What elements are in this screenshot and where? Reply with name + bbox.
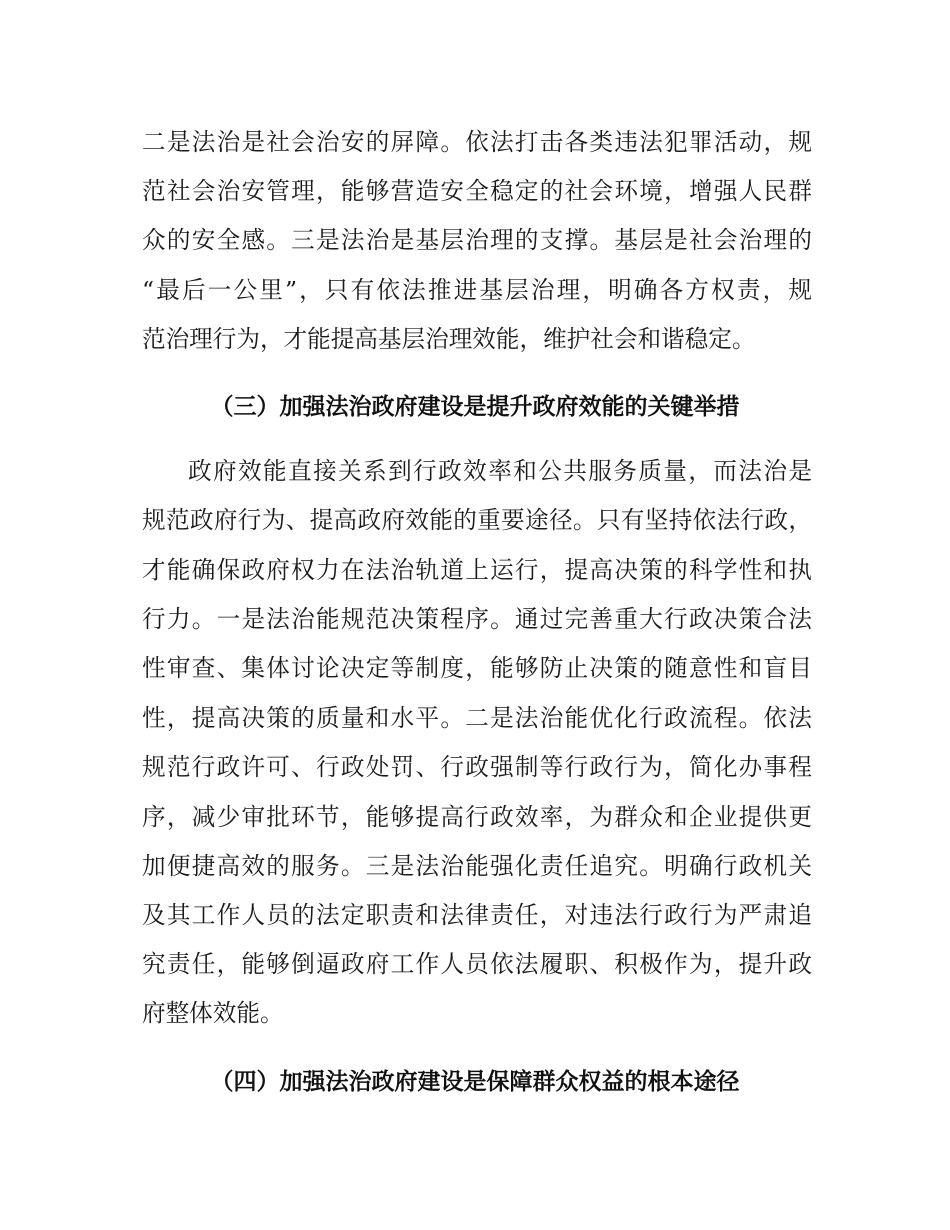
- paragraph-line: 范社会治安管理，能够营造安全稳定的社会环境，增强人民群: [142, 177, 812, 205]
- paragraph-line: 规范行政许可、行政处罚、行政强制等行政行为，简化办事程: [142, 753, 812, 781]
- paragraph-line: 范治理行为，才能提高基层治理效能，维护社会和谐稳定。: [142, 325, 756, 353]
- paragraph-line: 序，减少审批环节，能够提高行政效率，为群众和企业提供更: [142, 803, 812, 831]
- section-heading-3: （三）加强法治政府建设是提升政府效能的关键举措: [210, 394, 740, 420]
- paragraph-line: 府整体效能。: [142, 999, 284, 1027]
- paragraph-line: 究责任，能够倒逼政府工作人员依法履职、积极作为，提升政: [142, 950, 812, 978]
- paragraph-line: 加便捷高效的服务。三是法治能强化责任追究。明确行政机关: [142, 852, 812, 880]
- section-heading-4: （四）加强法治政府建设是保障群众权益的根本途径: [210, 1069, 740, 1095]
- paragraph-line: 众的安全感。三是法治是基层治理的支撑。基层是社会治理的: [142, 226, 812, 254]
- paragraph-line: 性，提高决策的质量和水平。二是法治能优化行政流程。依法: [142, 704, 812, 732]
- paragraph-line: 及其工作人员的法定职责和法律责任，对违法行政行为严肃追: [142, 901, 812, 929]
- paragraph-line: 才能确保政府权力在法治轨道上运行，提高决策的科学性和执: [142, 556, 812, 584]
- paragraph-line: 政府效能直接关系到行政效率和公共服务质量，而法治是: [188, 457, 812, 485]
- paragraph-line: “最后一公里”，只有依法推进基层治理，明确各方权责，规: [142, 276, 812, 304]
- paragraph-line: 二是法治是社会治安的屏障。依法打击各类违法犯罪活动，规: [142, 128, 812, 156]
- paragraph-line: 性审查、集体讨论决定等制度，能够防止决策的随意性和盲目: [142, 654, 812, 682]
- paragraph-line: 行力。一是法治能规范决策程序。通过完善重大行政决策合法: [142, 605, 812, 633]
- paragraph-line: 规范政府行为、提高政府效能的重要途径。只有坚持依法行政，: [142, 506, 812, 534]
